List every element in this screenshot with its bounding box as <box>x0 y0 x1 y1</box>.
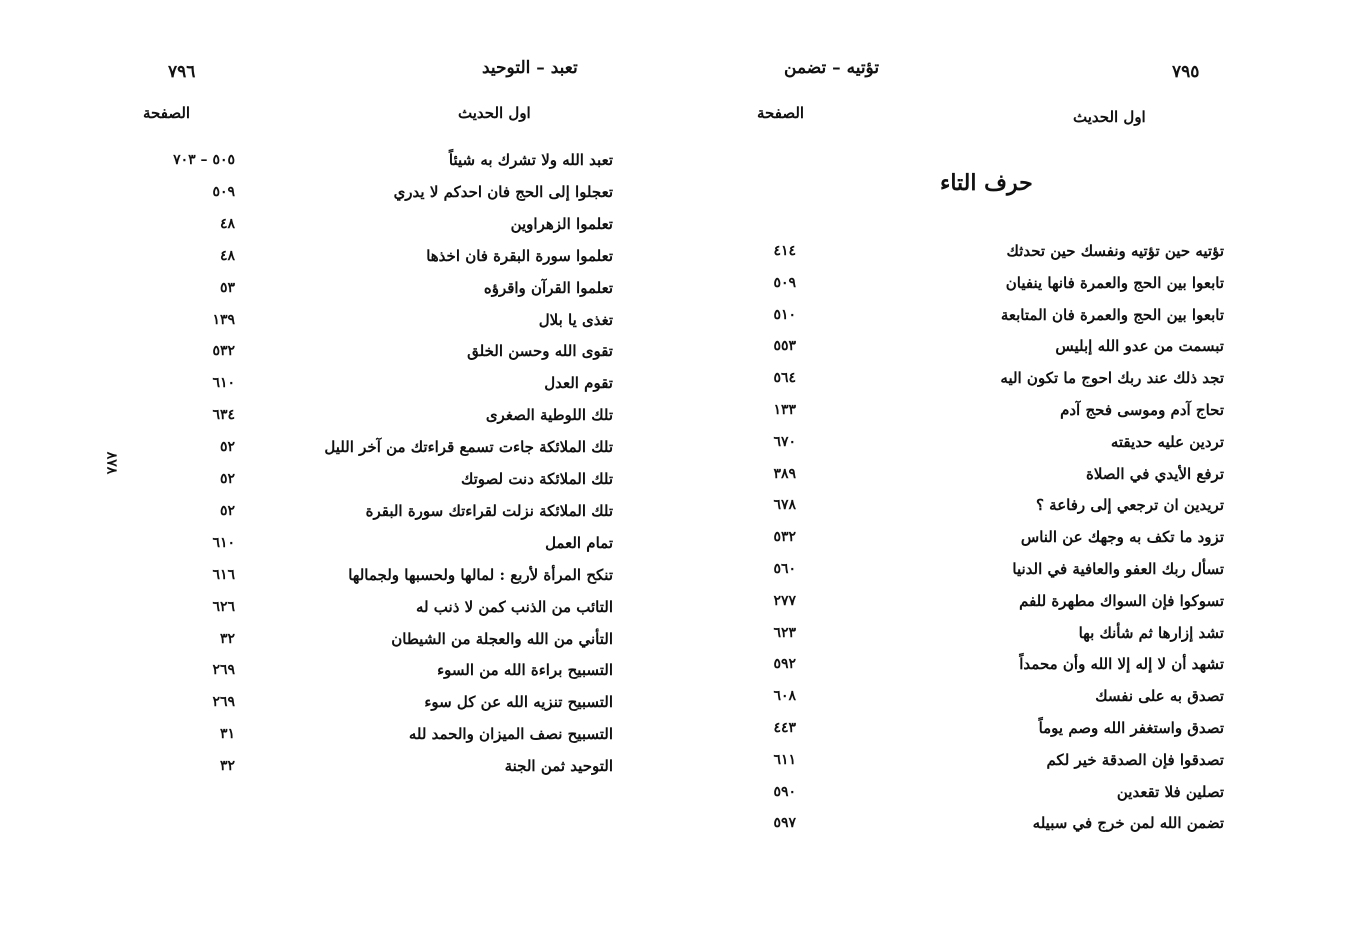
page-reference: ٥٠٥ – ٧٠٣ <box>173 152 235 168</box>
page-reference: ٢٧٧ <box>773 592 796 609</box>
page-reference: ٥٠٩ <box>773 274 796 291</box>
page-reference: ٥٣ <box>219 279 235 296</box>
right-section-title: حرف التاء <box>940 170 1033 196</box>
hadith-opening-text: تصدق واستغفر الله وصم يوماً <box>1038 719 1224 737</box>
right-col-hadith-label: اول الحديث <box>1073 108 1146 126</box>
left-col-hadith-label: اول الحديث <box>458 104 531 122</box>
page-reference: ٦٠٨ <box>773 688 796 705</box>
left-side-mark: ٨٧٨ <box>103 451 120 475</box>
hadith-opening-text: تضمن الله لمن خرج في سبيله <box>1032 814 1224 833</box>
page-reference: ٤٨ <box>219 215 235 232</box>
page-reference: ٣٢ <box>219 630 235 647</box>
hadith-opening-text: تصدقوا فإن الصدقة خير لكم <box>1046 750 1224 769</box>
hadith-opening-text: تابعوا بين الحج والعمرة فانها ينفيان <box>1005 273 1224 292</box>
page-reference: ٥٠٩ <box>212 183 235 200</box>
page-reference: ٥١٠ <box>773 306 796 323</box>
hadith-opening-text: تؤتيه حين تؤتيه ونفسك حين تحدثك <box>1006 242 1224 260</box>
left-running-header: تعبد – التوحيد <box>482 58 578 78</box>
page-reference: ٢٦٩ <box>212 694 235 711</box>
hadith-opening-text: ترفع الأيدي في الصلاة <box>1085 464 1224 483</box>
hadith-opening-text: تسأل ربك العفو والعافية في الدنيا <box>1012 560 1224 578</box>
hadith-opening-text: تابعوا بين الحج والعمرة فان المتابعة <box>1000 305 1224 324</box>
page-reference: ٢٦٩ <box>212 662 235 679</box>
page-reference: ٣٢ <box>219 758 235 775</box>
hadith-opening-text: تنكح المرأة لأربع : لمالها ولحسبها ولجمالها <box>348 565 613 584</box>
page-reference: ٥٦٤ <box>773 370 796 387</box>
hadith-opening-text: تعلموا القرآن واقرؤه <box>483 278 613 297</box>
right-page-number: ٧٩٥ <box>1172 62 1200 82</box>
hadith-opening-text: تقوى الله وحسن الخلق <box>467 342 613 361</box>
page-reference: ٦١٦ <box>212 566 235 583</box>
page-reference: ٦١٠ <box>212 375 235 392</box>
hadith-opening-text: تزود ما تكف به وجهك عن الناس <box>1020 528 1224 547</box>
page-reference: ٦٢٦ <box>212 598 235 615</box>
page-reference: ٤١٤ <box>773 243 796 259</box>
hadith-opening-text: تعبد الله ولا تشرك به شيئاً <box>448 151 613 169</box>
hadith-opening-text: تجد ذلك عند ربك احوج ما تكون اليه <box>1000 369 1224 388</box>
hadith-opening-text: تسوكوا فإن السواك مطهرة للفم <box>1019 591 1224 610</box>
page-reference: ١٣٣ <box>773 402 796 418</box>
right-running-header: تؤتيه – تضمن <box>784 58 880 78</box>
page-reference: ١٣٩ <box>212 311 235 328</box>
page-reference: ٥٢ <box>219 471 235 487</box>
page-reference: ٥٥٣ <box>773 338 796 355</box>
page-reference: ٣١ <box>219 726 235 743</box>
hadith-opening-text: تردين عليه حديقته <box>1110 432 1224 451</box>
page-reference: ٤٨ <box>219 247 235 264</box>
hadith-opening-text: التأني من الله والعجلة من الشيطان <box>391 629 613 648</box>
hadith-opening-text: تصلين فلا تقعدين <box>1116 782 1224 801</box>
hadith-opening-text: تلك الملائكة جاءت تسمع قراءتك من آخر الليل <box>324 438 613 457</box>
hadith-opening-text: تحاج آدم وموسى فحج آدم <box>1060 401 1224 419</box>
hadith-opening-text: التسبيح تنزيه الله عن كل سوء <box>424 693 613 712</box>
page-reference: ٦٧٠ <box>773 433 796 450</box>
hadith-opening-text: تلك الملائكة دنت لصوتك <box>460 470 613 488</box>
hadith-opening-text: تلك اللوطية الصغرى <box>485 406 613 425</box>
hadith-opening-text: تقوم العدل <box>544 374 613 393</box>
hadith-opening-text: تشهد أن لا إله إلا الله وأن محمداً <box>1019 655 1224 674</box>
hadith-opening-text: تريدين ان ترجعي إلى رفاعة ؟ <box>1035 496 1224 515</box>
page-reference: ٤٤٣ <box>773 720 796 736</box>
page-reference: ٦٣٤ <box>212 407 235 424</box>
page-reference: ٦٢٣ <box>773 624 796 641</box>
hadith-opening-text: تصدق به على نفسك <box>1095 687 1224 706</box>
hadith-opening-text: تعلموا سورة البقرة فان اخذها <box>426 246 613 265</box>
hadith-opening-text: التسبيح براءة الله من السوء <box>437 661 613 680</box>
page-reference: ٦١١ <box>773 751 796 768</box>
left-col-page-label: الصفحة <box>143 104 191 122</box>
page-reference: ٥٩٢ <box>773 656 796 673</box>
hadith-opening-text: التائب من الذنب كمن لا ذنب له <box>415 597 613 616</box>
hadith-opening-text: تمام العمل <box>545 533 613 552</box>
page-reference: ٦٧٨ <box>773 497 796 514</box>
page-reference: ٥٣٢ <box>212 343 235 360</box>
page-reference: ٥٢ <box>219 502 235 519</box>
hadith-opening-text: تبسمت من عدو الله إبليس <box>1055 337 1224 356</box>
hadith-opening-text: تعجلوا إلى الحج فان احدكم لا يدري <box>393 182 613 201</box>
page-reference: ٥٩٧ <box>773 815 796 832</box>
hadith-opening-text: تلك الملائكة نزلت لقراءتك سورة البقرة <box>365 501 613 520</box>
right-col-page-label: الصفحة <box>757 104 805 122</box>
hadith-opening-text: تعلموا الزهراوين <box>510 214 613 233</box>
hadith-opening-text: تغذى يا بلال <box>538 310 613 329</box>
page-reference: ٥٩٠ <box>773 783 796 800</box>
page-reference: ٥٦٠ <box>773 561 796 577</box>
hadith-opening-text: التوحيد ثمن الجنة <box>504 757 613 776</box>
hadith-opening-text: تشد إزارها ثم شأنك بها <box>1078 623 1224 642</box>
page-reference: ٣٨٩ <box>773 465 796 482</box>
page-reference: ٦١٠ <box>212 534 235 551</box>
page-reference: ٥٢ <box>219 439 235 456</box>
page-reference: ٥٣٢ <box>773 529 796 546</box>
left-page-number: ٧٩٦ <box>168 62 196 82</box>
hadith-opening-text: التسبيح نصف الميزان والحمد لله <box>408 725 613 744</box>
